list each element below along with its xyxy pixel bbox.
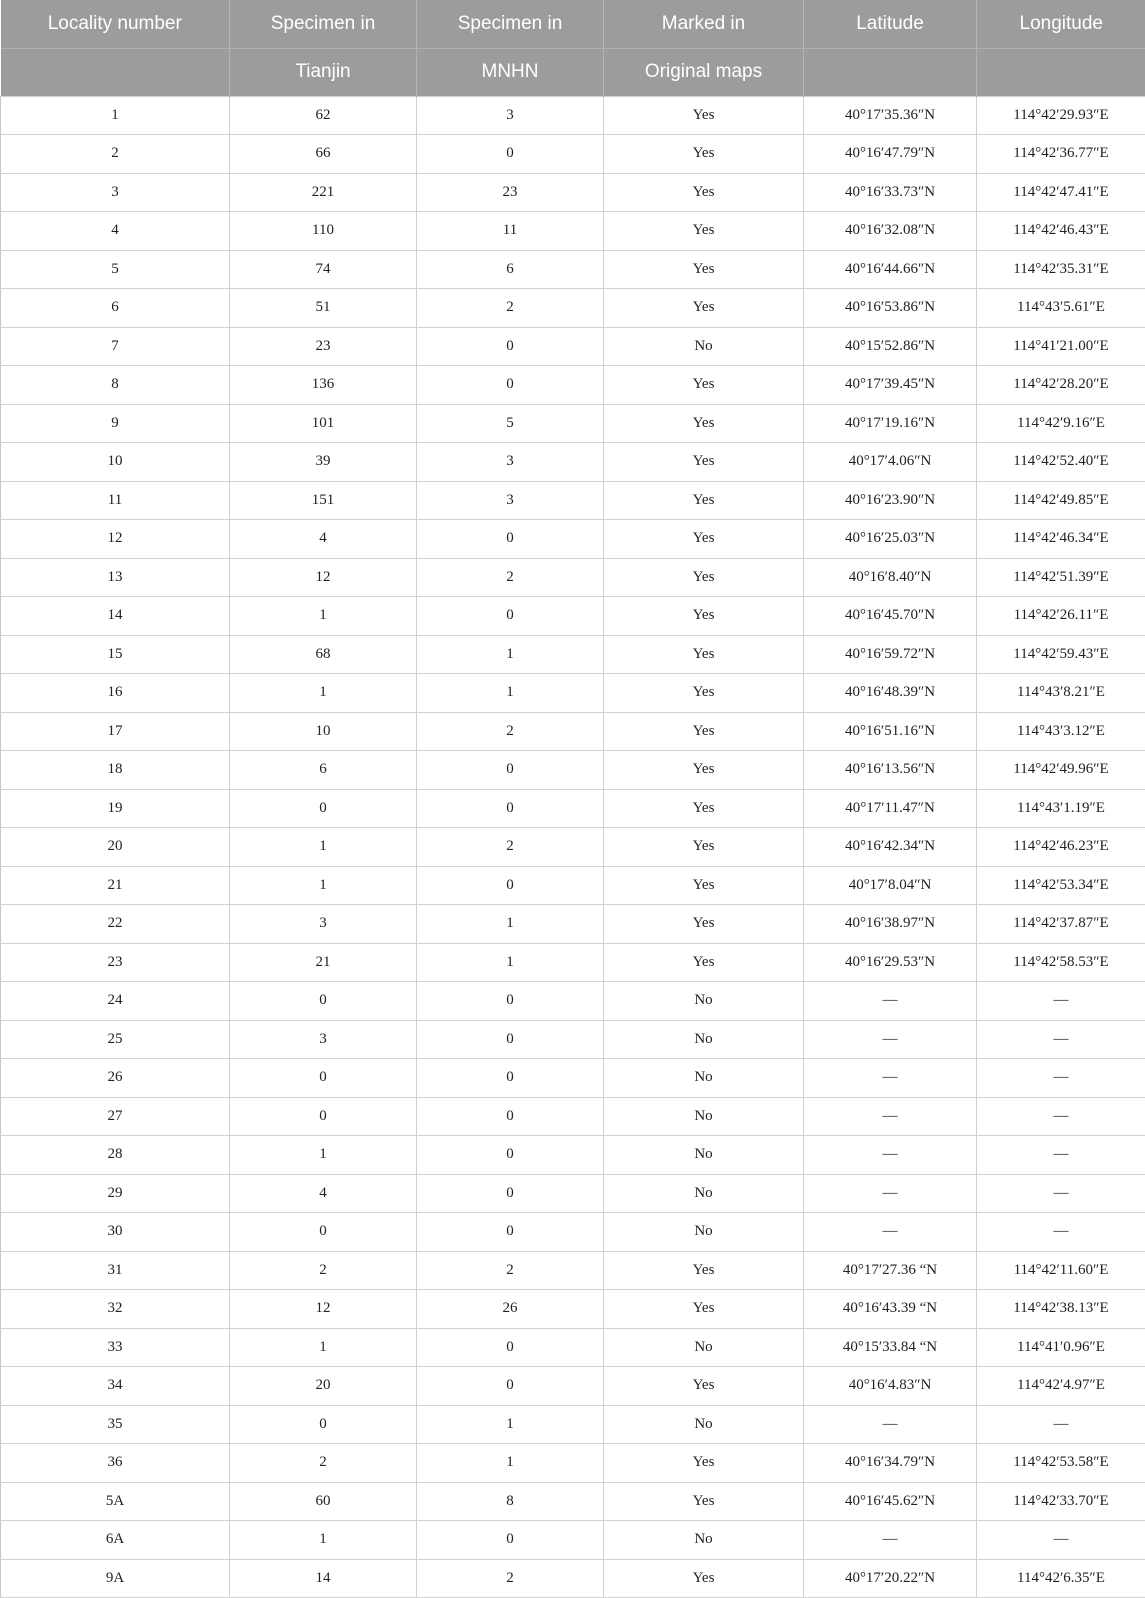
header-longitude: Longitude <box>977 0 1145 48</box>
table-row <box>1 751 1145 790</box>
cell-locality-number: 28 <box>1 1136 230 1175</box>
table-body <box>1 96 1145 1598</box>
cell-latitude: 40°16′34.79″N <box>804 1444 977 1483</box>
cell-latitude: 40°16′8.40″N <box>804 558 977 597</box>
cell-marked-in: Yes <box>604 635 804 674</box>
cell-latitude: 40°16′43.39 “N <box>804 1290 977 1329</box>
cell-longitude: 114°42′4.97″E <box>977 1367 1145 1406</box>
cell-marked-in: Yes <box>604 96 804 135</box>
header-specimen-tianjin-sub: Tianjin <box>230 48 417 96</box>
cell-specimen-mnhn: 0 <box>417 1367 604 1406</box>
cell-specimen-tianjin: 136 <box>230 366 417 405</box>
cell-specimen-mnhn: 0 <box>417 1328 604 1367</box>
cell-marked-in: Yes <box>604 1367 804 1406</box>
cell-latitude: 40°17′11.47″N <box>804 789 977 828</box>
cell-marked-in: No <box>604 1328 804 1367</box>
cell-locality-number: 35 <box>1 1405 230 1444</box>
cell-specimen-mnhn: 2 <box>417 1251 604 1290</box>
cell-specimen-mnhn: 0 <box>417 366 604 405</box>
header-specimen-mnhn-sub: MNHN <box>417 48 604 96</box>
cell-specimen-tianjin: 110 <box>230 212 417 251</box>
cell-longitude: 114°43′8.21″E <box>977 674 1145 713</box>
table-row <box>1 1251 1145 1290</box>
table-row <box>1 1559 1145 1598</box>
cell-marked-in: Yes <box>604 828 804 867</box>
cell-specimen-tianjin: 20 <box>230 1367 417 1406</box>
cell-marked-in: Yes <box>604 443 804 482</box>
cell-specimen-mnhn: 0 <box>417 1059 604 1098</box>
cell-latitude: 40°17′39.45″N <box>804 366 977 405</box>
cell-marked-in: Yes <box>604 674 804 713</box>
table-row <box>1 674 1145 713</box>
cell-longitude: 114°42′47.41″E <box>977 173 1145 212</box>
cell-marked-in: No <box>604 327 804 366</box>
cell-locality-number: 2 <box>1 135 230 174</box>
cell-marked-in: Yes <box>604 212 804 251</box>
header-marked-in: Marked in <box>604 0 804 48</box>
cell-latitude: 40°16′33.73″N <box>804 173 977 212</box>
cell-specimen-mnhn: 0 <box>417 1020 604 1059</box>
table-row <box>1 1174 1145 1213</box>
cell-longitude: 114°42′46.43″E <box>977 212 1145 251</box>
cell-locality-number: 30 <box>1 1213 230 1252</box>
cell-specimen-mnhn: 23 <box>417 173 604 212</box>
cell-specimen-tianjin: 101 <box>230 404 417 443</box>
cell-locality-number: 27 <box>1 1097 230 1136</box>
cell-latitude: 40°16′23.90″N <box>804 481 977 520</box>
cell-specimen-mnhn: 0 <box>417 789 604 828</box>
cell-longitude: 114°42′49.96″E <box>977 751 1145 790</box>
cell-specimen-mnhn: 8 <box>417 1482 604 1521</box>
header-latitude: Latitude <box>804 0 977 48</box>
cell-latitude: 40°17′35.36″N <box>804 96 977 135</box>
cell-locality-number: 18 <box>1 751 230 790</box>
cell-latitude: 40°16′45.62″N <box>804 1482 977 1521</box>
cell-latitude: 40°16′44.66″N <box>804 250 977 289</box>
cell-latitude: 40°15′52.86″N <box>804 327 977 366</box>
cell-specimen-tianjin: 6 <box>230 751 417 790</box>
table-row <box>1 520 1145 559</box>
cell-specimen-tianjin: 0 <box>230 1097 417 1136</box>
table-row <box>1 1328 1145 1367</box>
cell-marked-in: Yes <box>604 866 804 905</box>
cell-specimen-tianjin: 1 <box>230 1136 417 1175</box>
cell-specimen-mnhn: 0 <box>417 327 604 366</box>
cell-latitude: — <box>804 1020 977 1059</box>
cell-longitude: — <box>977 1213 1145 1252</box>
cell-specimen-tianjin: 1 <box>230 1521 417 1560</box>
cell-locality-number: 13 <box>1 558 230 597</box>
cell-latitude: 40°16′29.53″N <box>804 943 977 982</box>
cell-specimen-tianjin: 0 <box>230 1059 417 1098</box>
cell-latitude: — <box>804 1097 977 1136</box>
cell-specimen-tianjin: 68 <box>230 635 417 674</box>
cell-specimen-mnhn: 2 <box>417 828 604 867</box>
cell-specimen-tianjin: 1 <box>230 866 417 905</box>
cell-marked-in: Yes <box>604 1559 804 1598</box>
cell-marked-in: No <box>604 1136 804 1175</box>
table-row <box>1 1136 1145 1175</box>
table-row <box>1 1213 1145 1252</box>
table-row <box>1 1405 1145 1444</box>
cell-locality-number: 23 <box>1 943 230 982</box>
cell-latitude: 40°16′59.72″N <box>804 635 977 674</box>
header-marked-in-sub: Original maps <box>604 48 804 96</box>
cell-specimen-mnhn: 2 <box>417 289 604 328</box>
cell-locality-number: 9 <box>1 404 230 443</box>
table-row <box>1 1097 1145 1136</box>
cell-locality-number: 1 <box>1 96 230 135</box>
cell-specimen-tianjin: 221 <box>230 173 417 212</box>
cell-locality-number: 8 <box>1 366 230 405</box>
cell-longitude: 114°43′3.12″E <box>977 712 1145 751</box>
cell-longitude: 114°42′36.77″E <box>977 135 1145 174</box>
table-row <box>1 173 1145 212</box>
cell-marked-in: Yes <box>604 712 804 751</box>
table-row <box>1 943 1145 982</box>
cell-specimen-mnhn: 0 <box>417 1097 604 1136</box>
cell-marked-in: No <box>604 1020 804 1059</box>
cell-marked-in: Yes <box>604 250 804 289</box>
cell-longitude: 114°42′9.16″E <box>977 404 1145 443</box>
header-longitude-sub <box>977 48 1145 96</box>
cell-latitude: 40°17′19.16″N <box>804 404 977 443</box>
cell-longitude: 114°42′38.13″E <box>977 1290 1145 1329</box>
cell-marked-in: Yes <box>604 135 804 174</box>
cell-specimen-tianjin: 12 <box>230 558 417 597</box>
cell-marked-in: Yes <box>604 1444 804 1483</box>
cell-locality-number: 4 <box>1 212 230 251</box>
cell-locality-number: 19 <box>1 789 230 828</box>
cell-specimen-mnhn: 0 <box>417 1213 604 1252</box>
cell-longitude: 114°42′59.43″E <box>977 635 1145 674</box>
cell-specimen-tianjin: 10 <box>230 712 417 751</box>
cell-longitude: 114°42′46.23″E <box>977 828 1145 867</box>
cell-marked-in: Yes <box>604 597 804 636</box>
cell-latitude: 40°16′53.86″N <box>804 289 977 328</box>
cell-longitude: 114°42′28.20″E <box>977 366 1145 405</box>
cell-latitude: — <box>804 1405 977 1444</box>
cell-longitude: 114°42′49.85″E <box>977 481 1145 520</box>
cell-longitude: 114°43′1.19″E <box>977 789 1145 828</box>
cell-marked-in: Yes <box>604 905 804 944</box>
cell-specimen-tianjin: 66 <box>230 135 417 174</box>
cell-longitude: 114°42′37.87″E <box>977 905 1145 944</box>
cell-specimen-mnhn: 2 <box>417 558 604 597</box>
table-row <box>1 789 1145 828</box>
table-row <box>1 135 1145 174</box>
table-row <box>1 866 1145 905</box>
cell-specimen-mnhn: 0 <box>417 1174 604 1213</box>
cell-specimen-mnhn: 1 <box>417 674 604 713</box>
cell-locality-number: 14 <box>1 597 230 636</box>
table-row <box>1 404 1145 443</box>
cell-specimen-tianjin: 60 <box>230 1482 417 1521</box>
cell-specimen-tianjin: 39 <box>230 443 417 482</box>
cell-latitude: — <box>804 1174 977 1213</box>
cell-longitude: 114°42′51.39″E <box>977 558 1145 597</box>
table-row <box>1 250 1145 289</box>
cell-specimen-mnhn: 0 <box>417 982 604 1021</box>
table-row <box>1 443 1145 482</box>
cell-specimen-mnhn: 11 <box>417 212 604 251</box>
cell-locality-number: 25 <box>1 1020 230 1059</box>
cell-specimen-mnhn: 6 <box>417 250 604 289</box>
cell-locality-number: 22 <box>1 905 230 944</box>
cell-specimen-tianjin: 51 <box>230 289 417 328</box>
cell-longitude: 114°42′26.11″E <box>977 597 1145 636</box>
cell-specimen-mnhn: 0 <box>417 1136 604 1175</box>
table-row <box>1 597 1145 636</box>
cell-longitude: 114°42′46.34″E <box>977 520 1145 559</box>
cell-longitude: 114°42′53.58″E <box>977 1444 1145 1483</box>
cell-specimen-tianjin: 1 <box>230 597 417 636</box>
header-latitude-sub <box>804 48 977 96</box>
table-row <box>1 828 1145 867</box>
cell-marked-in: No <box>604 1213 804 1252</box>
table-row <box>1 982 1145 1021</box>
cell-specimen-mnhn: 0 <box>417 751 604 790</box>
cell-marked-in: No <box>604 982 804 1021</box>
cell-specimen-tianjin: 4 <box>230 520 417 559</box>
cell-specimen-tianjin: 3 <box>230 1020 417 1059</box>
table-row <box>1 289 1145 328</box>
cell-specimen-mnhn: 1 <box>417 943 604 982</box>
cell-specimen-mnhn: 0 <box>417 866 604 905</box>
cell-specimen-tianjin: 14 <box>230 1559 417 1598</box>
cell-latitude: — <box>804 1521 977 1560</box>
cell-locality-number: 6A <box>1 1521 230 1560</box>
cell-locality-number: 3 <box>1 173 230 212</box>
cell-specimen-tianjin: 0 <box>230 1213 417 1252</box>
cell-locality-number: 21 <box>1 866 230 905</box>
cell-longitude: 114°41′0.96″E <box>977 1328 1145 1367</box>
cell-specimen-tianjin: 1 <box>230 674 417 713</box>
cell-latitude: 40°16′48.39″N <box>804 674 977 713</box>
cell-marked-in: Yes <box>604 289 804 328</box>
header-specimen-tianjin: Specimen in <box>230 0 417 48</box>
header-specimen-mnhn: Specimen in <box>417 0 604 48</box>
cell-longitude: 114°42′58.53″E <box>977 943 1145 982</box>
cell-marked-in: Yes <box>604 943 804 982</box>
cell-latitude: 40°16′25.03″N <box>804 520 977 559</box>
cell-latitude: 40°17′27.36 “N <box>804 1251 977 1290</box>
cell-locality-number: 33 <box>1 1328 230 1367</box>
cell-longitude: — <box>977 1097 1145 1136</box>
cell-longitude: — <box>977 1174 1145 1213</box>
cell-longitude: 114°42′53.34″E <box>977 866 1145 905</box>
cell-locality-number: 32 <box>1 1290 230 1329</box>
cell-specimen-mnhn: 2 <box>417 712 604 751</box>
cell-latitude: 40°16′38.97″N <box>804 905 977 944</box>
cell-latitude: — <box>804 1059 977 1098</box>
cell-specimen-tianjin: 3 <box>230 905 417 944</box>
cell-specimen-mnhn: 2 <box>417 1559 604 1598</box>
cell-locality-number: 5A <box>1 1482 230 1521</box>
cell-specimen-tianjin: 1 <box>230 828 417 867</box>
cell-marked-in: Yes <box>604 1482 804 1521</box>
cell-specimen-tianjin: 62 <box>230 96 417 135</box>
table-row <box>1 712 1145 751</box>
cell-marked-in: Yes <box>604 558 804 597</box>
cell-latitude: 40°16′42.34″N <box>804 828 977 867</box>
cell-specimen-mnhn: 26 <box>417 1290 604 1329</box>
cell-locality-number: 9A <box>1 1559 230 1598</box>
cell-specimen-tianjin: 2 <box>230 1251 417 1290</box>
header-locality-number: Locality number <box>1 0 230 48</box>
cell-longitude: 114°42′52.40″E <box>977 443 1145 482</box>
cell-specimen-mnhn: 3 <box>417 481 604 520</box>
table-row <box>1 905 1145 944</box>
cell-locality-number: 7 <box>1 327 230 366</box>
cell-locality-number: 17 <box>1 712 230 751</box>
cell-marked-in: Yes <box>604 1290 804 1329</box>
cell-locality-number: 36 <box>1 1444 230 1483</box>
cell-marked-in: Yes <box>604 751 804 790</box>
cell-longitude: — <box>977 1059 1145 1098</box>
table-row <box>1 1444 1145 1483</box>
cell-longitude: 114°42′6.35″E <box>977 1559 1145 1598</box>
table-row <box>1 558 1145 597</box>
header-row-1 <box>1 0 1145 48</box>
cell-locality-number: 31 <box>1 1251 230 1290</box>
header-locality-number-sub <box>1 48 230 96</box>
cell-marked-in: Yes <box>604 173 804 212</box>
cell-latitude: 40°17′20.22″N <box>804 1559 977 1598</box>
cell-latitude: 40°16′4.83″N <box>804 1367 977 1406</box>
cell-specimen-mnhn: 3 <box>417 443 604 482</box>
table-row <box>1 635 1145 674</box>
cell-locality-number: 20 <box>1 828 230 867</box>
cell-latitude: — <box>804 1213 977 1252</box>
cell-longitude: 114°42′29.93″E <box>977 96 1145 135</box>
cell-specimen-tianjin: 12 <box>230 1290 417 1329</box>
cell-locality-number: 15 <box>1 635 230 674</box>
cell-longitude: 114°41′21.00″E <box>977 327 1145 366</box>
cell-specimen-mnhn: 0 <box>417 135 604 174</box>
cell-latitude: — <box>804 982 977 1021</box>
cell-longitude: — <box>977 1405 1145 1444</box>
cell-specimen-tianjin: 0 <box>230 789 417 828</box>
table-row <box>1 212 1145 251</box>
cell-latitude: — <box>804 1136 977 1175</box>
table-row <box>1 1059 1145 1098</box>
cell-specimen-mnhn: 5 <box>417 404 604 443</box>
table-row <box>1 1482 1145 1521</box>
cell-latitude: 40°16′51.16″N <box>804 712 977 751</box>
cell-specimen-tianjin: 74 <box>230 250 417 289</box>
cell-locality-number: 10 <box>1 443 230 482</box>
cell-marked-in: No <box>604 1521 804 1560</box>
cell-marked-in: Yes <box>604 1251 804 1290</box>
cell-longitude: — <box>977 1136 1145 1175</box>
cell-marked-in: Yes <box>604 481 804 520</box>
cell-longitude: — <box>977 982 1145 1021</box>
cell-specimen-mnhn: 1 <box>417 635 604 674</box>
cell-locality-number: 5 <box>1 250 230 289</box>
cell-marked-in: Yes <box>604 789 804 828</box>
cell-specimen-tianjin: 4 <box>230 1174 417 1213</box>
cell-marked-in: No <box>604 1097 804 1136</box>
cell-locality-number: 11 <box>1 481 230 520</box>
cell-longitude: — <box>977 1020 1145 1059</box>
cell-marked-in: No <box>604 1174 804 1213</box>
cell-specimen-mnhn: 1 <box>417 1405 604 1444</box>
cell-specimen-tianjin: 151 <box>230 481 417 520</box>
cell-latitude: 40°16′47.79″N <box>804 135 977 174</box>
cell-locality-number: 24 <box>1 982 230 1021</box>
cell-specimen-mnhn: 0 <box>417 597 604 636</box>
cell-latitude: 40°15′33.84 “N <box>804 1328 977 1367</box>
cell-latitude: 40°17′4.06″N <box>804 443 977 482</box>
cell-specimen-tianjin: 0 <box>230 1405 417 1444</box>
cell-locality-number: 29 <box>1 1174 230 1213</box>
cell-locality-number: 16 <box>1 674 230 713</box>
cell-longitude: 114°42′35.31″E <box>977 250 1145 289</box>
cell-longitude: 114°42′33.70″E <box>977 1482 1145 1521</box>
cell-marked-in: No <box>604 1405 804 1444</box>
cell-specimen-tianjin: 0 <box>230 982 417 1021</box>
cell-latitude: 40°17′8.04″N <box>804 866 977 905</box>
table-row <box>1 481 1145 520</box>
header-row-2 <box>1 48 1145 96</box>
cell-specimen-mnhn: 0 <box>417 1521 604 1560</box>
table-row <box>1 366 1145 405</box>
cell-specimen-tianjin: 2 <box>230 1444 417 1483</box>
table-header <box>1 0 1145 96</box>
table-row <box>1 96 1145 135</box>
table-row <box>1 327 1145 366</box>
cell-locality-number: 34 <box>1 1367 230 1406</box>
cell-specimen-mnhn: 1 <box>417 905 604 944</box>
cell-specimen-mnhn: 1 <box>417 1444 604 1483</box>
table-row <box>1 1521 1145 1560</box>
cell-marked-in: Yes <box>604 404 804 443</box>
cell-specimen-tianjin: 21 <box>230 943 417 982</box>
cell-latitude: 40°16′32.08″N <box>804 212 977 251</box>
cell-latitude: 40°16′13.56″N <box>804 751 977 790</box>
table-row <box>1 1367 1145 1406</box>
cell-longitude: 114°42′11.60″E <box>977 1251 1145 1290</box>
cell-specimen-tianjin: 1 <box>230 1328 417 1367</box>
cell-specimen-mnhn: 3 <box>417 96 604 135</box>
cell-locality-number: 26 <box>1 1059 230 1098</box>
cell-marked-in: Yes <box>604 520 804 559</box>
table-row <box>1 1290 1145 1329</box>
cell-locality-number: 12 <box>1 520 230 559</box>
table-row <box>1 1020 1145 1059</box>
cell-specimen-mnhn: 0 <box>417 520 604 559</box>
cell-latitude: 40°16′45.70″N <box>804 597 977 636</box>
cell-marked-in: No <box>604 1059 804 1098</box>
cell-specimen-tianjin: 23 <box>230 327 417 366</box>
cell-locality-number: 6 <box>1 289 230 328</box>
cell-longitude: 114°43′5.61″E <box>977 289 1145 328</box>
cell-marked-in: Yes <box>604 366 804 405</box>
cell-longitude: — <box>977 1521 1145 1560</box>
